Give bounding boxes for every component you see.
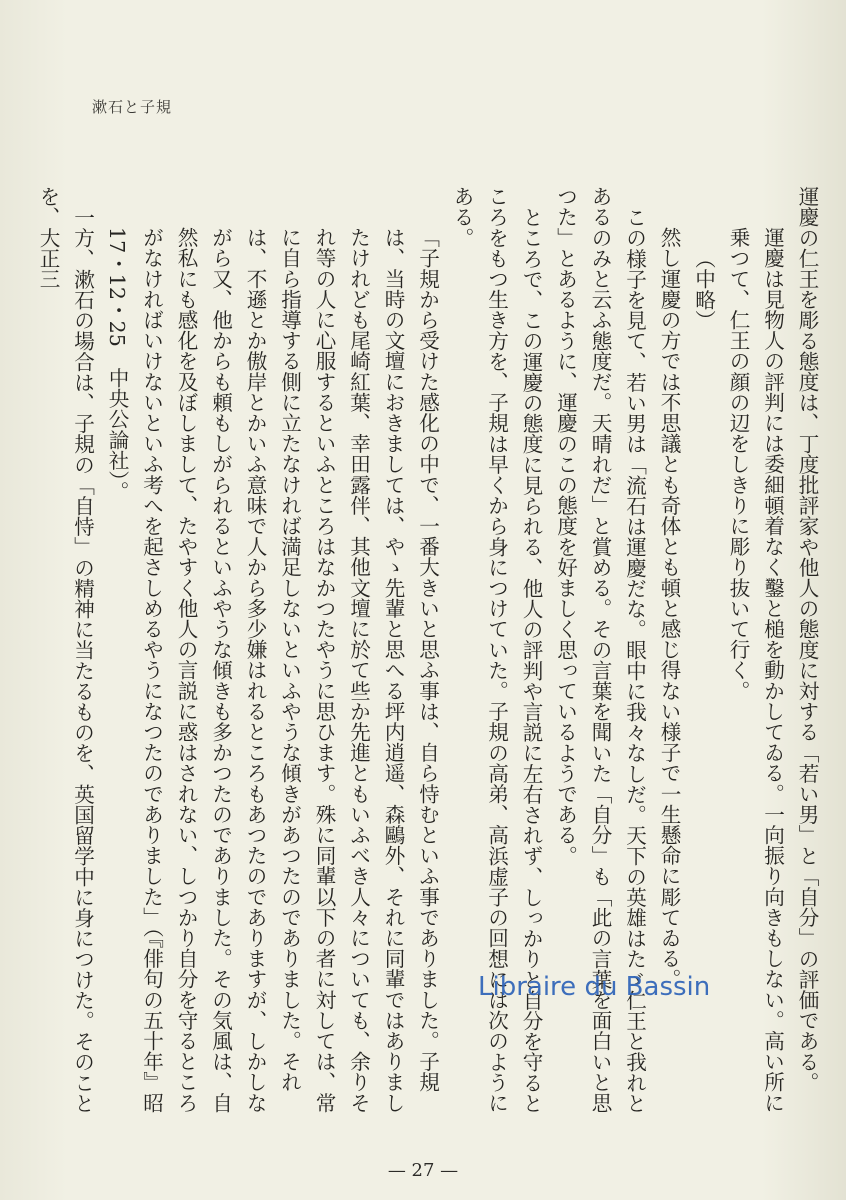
paragraph-fragment: 運慶の仁王を彫る態度は、丁度批評家や他人の態度に対する「若い男」と「自分」の評価である。 [795, 186, 819, 1093]
paragraph: 一方、漱石の場合は、子規の「自恃」の精神に当たるものを、英国留学中に身につけた。そのことを、大正三 [36, 186, 95, 1113]
block-quote-continued: 然し運慶の方では不思議とも奇体とも頓と感じ得ない様子で一生懸命に彫てゐる。 [657, 227, 681, 990]
running-head: 漱石と子規 [92, 98, 173, 116]
paragraph: この様子を見て、若い男は「流石は運慶だな。眼中に我々なしだ。天下の英雄はたゞ仁王と我れとあるのみと云ふ態度だ。天晴れだ」と賞める。その言葉を聞いた「自分」も「此の言葉を面白いと思つた」とあるように、運慶のこの態度を好ましく思っているようである。 [553, 186, 647, 1113]
block-quote: 運慶は見物人の評判には委細頓着なく鑿と槌を動かしてゐる。一向振り向きもしない。高い所に乗つて、仁王の顔の辺をしきりに彫り抜いて行く。 [726, 227, 785, 1113]
main-text [36, 186, 824, 1116]
page-number: — 27 — [387, 1160, 459, 1181]
paragraph: ところで、この運慶の態度に見られる、他人の評判や言説に左右されず、しっかりと自分を守るところをもつ生き方を、子規は早くから身につけていた。子規の高弟、高浜虚子の回想には次のようにある。 [450, 186, 543, 1113]
watermark-text: Libraire du Bassin [478, 972, 711, 1002]
quotation-kyoshi: 「子規から受けた感化の中で、一番大きいと思ふ事は、自ら恃むといふ事でありました。子規は、当時の文壇におきましては、やゝ先輩と思へる坪内逍遥、森鷗外、それに同輩ではありましたけれども尾崎紅葉、幸田露伴、其他文壇に於て些か先進ともいふべき人々についても、余りそれ等の人に心服するといふところはなかつたやうに思ひます。殊に同輩以下の者に対しては、常に自ら指導する側に立たなければ満足しないといふやうな傾きがあつたのでありました。それは、不遜とか傲岸とかいふ意味で人から多少嫌はれるところもあつたのでありますが、しかしながら又、他からも頼もしがられるといふやうな傾きも多かつたのでありました。その気風は、自然私にも感化を及ぼしまして、たやすく他人の言説に惑はされない、しつかり自分を守るところがなければいけないといふ考へを起さしめるやうになつたのでありました」（『俳句の五十年』昭17・12・25 中央公論社）。 [105, 227, 440, 1113]
omission-mark: （中略） [691, 247, 716, 331]
